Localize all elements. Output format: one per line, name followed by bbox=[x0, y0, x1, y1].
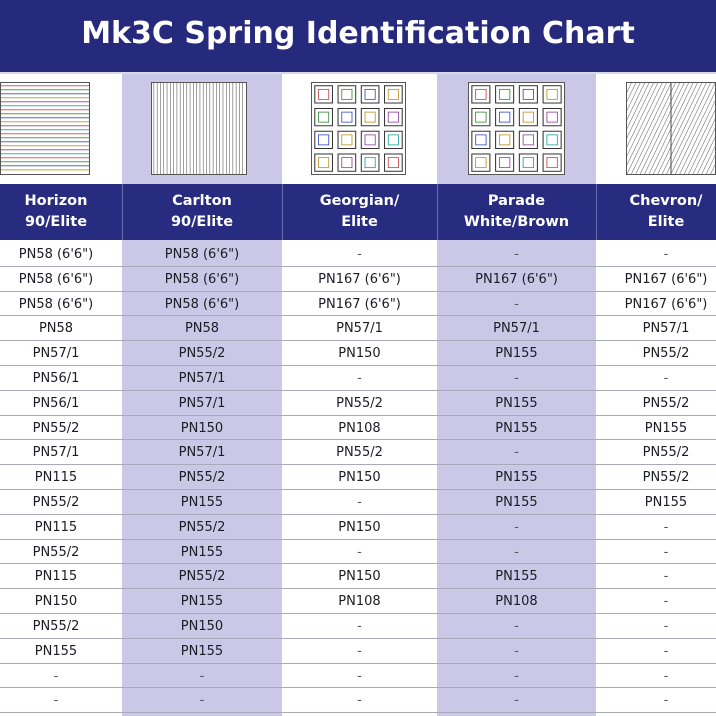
horizontal-ribbed-door-icon bbox=[0, 82, 90, 175]
table-cell: PN58 (6'6") bbox=[18, 271, 94, 287]
column-header-line1: Carlton bbox=[172, 193, 232, 209]
table-cell: PN56/1 bbox=[32, 395, 80, 411]
table-cell: - bbox=[53, 693, 59, 709]
table-cell: PN155 bbox=[495, 569, 538, 585]
column-header-line2: Elite bbox=[341, 214, 378, 230]
table-cell: PN155 bbox=[180, 544, 224, 560]
table-cell: PN150 bbox=[338, 519, 381, 535]
table-cell: PN155 bbox=[495, 346, 538, 362]
table-cell: - bbox=[357, 693, 362, 709]
table-cell: - bbox=[514, 519, 519, 535]
table-cell: PN58 bbox=[38, 321, 74, 337]
table-cell: PN108 bbox=[338, 594, 381, 610]
table-cell: - bbox=[663, 519, 669, 535]
column-header-1 bbox=[0, 184, 122, 240]
table-cell: - bbox=[663, 569, 669, 585]
table-cell: PN150 bbox=[180, 420, 224, 436]
table-cell: PN55/2 bbox=[642, 445, 690, 461]
table-cell: PN58 (6'6") bbox=[18, 247, 94, 262]
table-cell: - bbox=[663, 594, 669, 610]
table-cell: - bbox=[663, 247, 669, 262]
column-header-line1: Parade bbox=[487, 193, 546, 209]
table-cell: PN57/1 bbox=[178, 395, 226, 411]
table-cell: - bbox=[514, 544, 519, 560]
table-cell: - bbox=[357, 544, 362, 560]
title-bar bbox=[0, 0, 716, 74]
table-cell: PN155 bbox=[34, 643, 78, 659]
table-cell: PN115 bbox=[34, 470, 78, 486]
table-cell: PN55/2 bbox=[642, 395, 690, 411]
table-cell: PN55/2 bbox=[32, 420, 80, 436]
table-cell: PN150 bbox=[338, 569, 381, 585]
table-cell: - bbox=[357, 495, 362, 510]
table-cell: PN55/2 bbox=[32, 619, 80, 634]
table-cell: - bbox=[514, 296, 519, 312]
table-cell: PN155 bbox=[644, 420, 688, 436]
table-cell: PN155 bbox=[495, 420, 538, 436]
table-cell: PN167 (6'6") bbox=[624, 296, 708, 312]
table-cell: - bbox=[514, 668, 519, 684]
table-cell: PN55/2 bbox=[32, 495, 80, 510]
table-cell: - bbox=[199, 668, 205, 684]
table-cell: PN58 (6'6") bbox=[18, 296, 94, 312]
table-cell: PN167 (6'6") bbox=[475, 271, 558, 287]
table-cell: PN108 bbox=[338, 420, 381, 436]
table-cell: - bbox=[663, 693, 669, 709]
column-header-line1: Georgian/ bbox=[319, 193, 400, 209]
table-cell: PN155 bbox=[495, 495, 538, 510]
table-cell: - bbox=[663, 643, 669, 659]
column-header-4 bbox=[437, 184, 596, 240]
column-header-line2: 90/Elite bbox=[24, 214, 88, 230]
table-cell: PN57/1 bbox=[642, 321, 690, 337]
table-cell: PN155 bbox=[180, 594, 224, 610]
table-cell: PN115 bbox=[34, 519, 78, 535]
column-header-line1: Chevron/ bbox=[629, 193, 703, 209]
table-cell: PN55/2 bbox=[642, 470, 690, 486]
table-cell: - bbox=[514, 371, 519, 386]
table-cell: PN155 bbox=[180, 643, 224, 659]
table-cell: - bbox=[357, 247, 362, 262]
table-cell: PN58 (6'6") bbox=[164, 296, 240, 312]
table-cell: PN58 (6'6") bbox=[164, 271, 240, 287]
table-cell: PN108 bbox=[495, 594, 538, 610]
georgian-panel-door-icon bbox=[311, 82, 406, 175]
table-cell: PN55/2 bbox=[178, 519, 226, 535]
table-cell: PN155 bbox=[495, 470, 538, 486]
table-cell: - bbox=[357, 371, 362, 386]
column-header-3 bbox=[282, 184, 437, 240]
table-cell: PN58 bbox=[184, 321, 220, 337]
column-header-line2: 90/Elite bbox=[170, 214, 234, 230]
table-cell: PN55/2 bbox=[32, 544, 80, 560]
column-header-line2: White/Brown bbox=[463, 214, 570, 230]
table-cell: - bbox=[53, 668, 59, 684]
header-separator bbox=[282, 184, 283, 240]
table-cell: PN57/1 bbox=[493, 321, 540, 337]
table-cell: - bbox=[514, 619, 519, 634]
table-cell: - bbox=[357, 619, 362, 634]
table-cell: PN55/2 bbox=[336, 395, 383, 411]
table-cell: - bbox=[663, 619, 669, 634]
table-cell: PN155 bbox=[644, 495, 688, 510]
column-header-5 bbox=[596, 184, 716, 240]
header-separator bbox=[437, 184, 438, 240]
table-cell: - bbox=[663, 544, 669, 560]
table-cell: - bbox=[514, 643, 519, 659]
table-cell: PN55/2 bbox=[178, 346, 226, 362]
table-cell: - bbox=[357, 643, 362, 659]
table-cell: PN58 (6'6") bbox=[164, 247, 240, 262]
page-title: Mk3C Spring Identification Chart bbox=[81, 16, 635, 51]
table-cell: PN167 (6'6") bbox=[624, 271, 708, 287]
table-cell: PN150 bbox=[34, 594, 78, 610]
table-cell: PN150 bbox=[180, 619, 224, 634]
table-cell: - bbox=[514, 445, 519, 461]
table-cell: PN55/2 bbox=[178, 470, 226, 486]
chevron-door-icon bbox=[626, 82, 716, 175]
header-separator bbox=[596, 184, 597, 240]
column-header-line2: Elite bbox=[647, 214, 685, 230]
column-header-2 bbox=[122, 184, 282, 240]
parade-panel-door-icon bbox=[468, 82, 565, 175]
table-cell: - bbox=[357, 668, 362, 684]
table-cell: - bbox=[663, 371, 669, 386]
table-cell: PN57/1 bbox=[32, 346, 80, 362]
table-cell: PN57/1 bbox=[178, 371, 226, 386]
table-cell: PN57/1 bbox=[32, 445, 80, 461]
table-cell: PN150 bbox=[338, 470, 381, 486]
table-cell: - bbox=[663, 668, 669, 684]
vertical-ribbed-door-icon bbox=[151, 82, 247, 175]
table-cell: PN167 (6'6") bbox=[318, 271, 401, 287]
table-cell: PN115 bbox=[34, 569, 78, 585]
table-cell: PN155 bbox=[495, 395, 538, 411]
table-cell: PN150 bbox=[338, 346, 381, 362]
table-cell: PN55/2 bbox=[178, 569, 226, 585]
table-cell: PN155 bbox=[180, 495, 224, 510]
table-cell: PN55/2 bbox=[642, 346, 690, 362]
table-cell: - bbox=[514, 693, 519, 709]
table-cell: PN55/2 bbox=[336, 445, 383, 461]
table-cell: PN57/1 bbox=[178, 445, 226, 461]
header-separator bbox=[122, 184, 123, 240]
table-cell: PN167 (6'6") bbox=[318, 296, 401, 312]
table-cell: PN57/1 bbox=[336, 321, 383, 337]
table-cell: - bbox=[514, 247, 519, 262]
table-cell: - bbox=[199, 693, 205, 709]
table-cell: PN56/1 bbox=[32, 371, 80, 386]
column-header-line1: Horizon bbox=[24, 193, 88, 209]
